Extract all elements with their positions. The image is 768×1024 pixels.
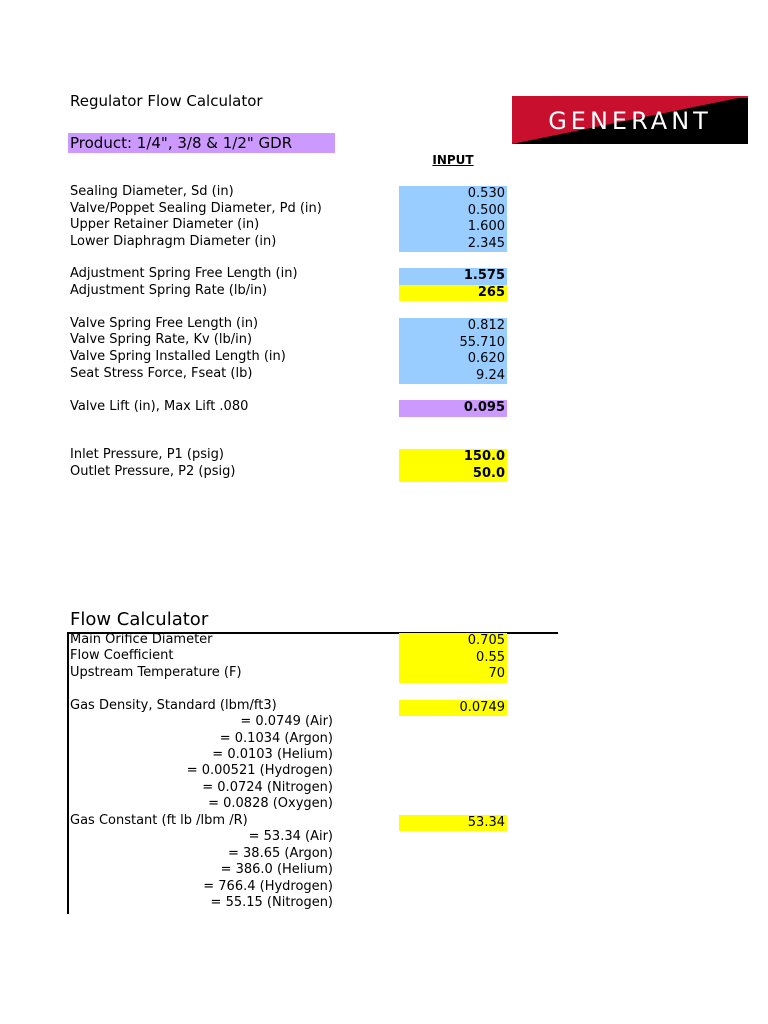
sealing-diameter-label: Sealing Diameter, Sd (in)	[70, 184, 234, 199]
poppet-diameter-input[interactable]: 0.500	[399, 203, 507, 220]
generant-logo	[512, 96, 748, 144]
valve-spring-length-label: Valve Spring Free Length (in)	[70, 316, 259, 331]
input-header: INPUT	[432, 153, 474, 167]
upstream-temp-input[interactable]: 70	[399, 666, 507, 683]
gas-constant-note: = 55.15 (Nitrogen)	[210, 895, 333, 910]
valve-lift-label: Valve Lift (in), Max Lift .080	[70, 399, 249, 414]
valve-spring-rate-input[interactable]: 55.710	[399, 335, 507, 352]
valve-spring-length-input[interactable]: 0.812	[399, 318, 507, 335]
gas-density-note: = 0.0724 (Nitrogen)	[202, 780, 333, 795]
gas-density-note: = 0.0103 (Helium)	[212, 747, 333, 762]
page-title: Regulator Flow Calculator	[70, 92, 263, 110]
gas-constant-note: = 53.34 (Air)	[248, 829, 333, 844]
inlet-pressure-label: Inlet Pressure, P1 (psig)	[70, 447, 224, 462]
outlet-pressure-label: Outlet Pressure, P2 (psig)	[70, 464, 236, 479]
flow-calculator-title: Flow Calculator	[70, 609, 209, 630]
gas-constant-note: = 386.0 (Helium)	[220, 862, 333, 877]
gas-density-note: = 0.0749 (Air)	[240, 714, 333, 729]
valve-lift-input[interactable]: 0.095	[399, 400, 507, 417]
gas-constant-input[interactable]: 53.34	[399, 815, 507, 832]
lower-diaphragm-input[interactable]: 2.345	[399, 236, 507, 253]
main-orifice-label: Main Orifice Diameter	[70, 632, 213, 647]
gas-constant-note: = 38.65 (Argon)	[228, 846, 333, 861]
upper-retainer-label: Upper Retainer Diameter (in)	[70, 217, 260, 232]
outlet-pressure-input[interactable]: 50.0	[399, 466, 507, 483]
adj-spring-length-input[interactable]: 1.575	[399, 268, 507, 285]
seat-stress-input[interactable]: 9.24	[399, 368, 507, 385]
seat-stress-label: Seat Stress Force, Fseat (lb)	[70, 366, 253, 381]
flow-coefficient-label: Flow Coefficient	[70, 648, 174, 663]
sealing-diameter-input[interactable]: 0.530	[399, 186, 507, 203]
gas-density-label: Gas Density, Standard (lbm/ft3)	[70, 698, 277, 713]
upper-retainer-input[interactable]: 1.600	[399, 219, 507, 236]
flow-section-left-border	[67, 632, 69, 914]
gas-density-note: = 0.1034 (Argon)	[219, 731, 333, 746]
adj-spring-rate-input[interactable]: 265	[399, 285, 507, 302]
valve-spring-installed-label: Valve Spring Installed Length (in)	[70, 349, 286, 364]
valve-spring-installed-input[interactable]: 0.620	[399, 351, 507, 368]
gas-constant-note: = 766.4 (Hydrogen)	[203, 879, 333, 894]
gas-constant-label: Gas Constant (ft lb /lbm /R)	[70, 813, 248, 828]
product-banner	[68, 133, 335, 153]
valve-spring-rate-label: Valve Spring Rate, Kv (lb/in)	[70, 332, 253, 347]
lower-diaphragm-label: Lower Diaphragm Diameter (in)	[70, 234, 277, 249]
product-label: Product: 1/4", 3/8 & 1/2" GDR	[70, 134, 293, 152]
gas-density-note: = 0.0828 (Oxygen)	[208, 796, 333, 811]
flow-coefficient-input[interactable]: 0.55	[399, 650, 507, 667]
gas-density-input[interactable]: 0.0749	[399, 700, 507, 717]
poppet-diameter-label: Valve/Poppet Sealing Diameter, Pd (in)	[70, 201, 322, 216]
gas-density-note: = 0.00521 (Hydrogen)	[186, 763, 333, 778]
inlet-pressure-input[interactable]: 150.0	[399, 449, 507, 466]
logo-text: GENERANT	[548, 107, 712, 135]
adj-spring-rate-label: Adjustment Spring Rate (lb/in)	[70, 283, 268, 298]
upstream-temp-label: Upstream Temperature (F)	[70, 665, 242, 680]
adj-spring-length-label: Adjustment Spring Free Length (in)	[70, 266, 298, 281]
main-orifice-input[interactable]: 0.705	[399, 633, 507, 650]
